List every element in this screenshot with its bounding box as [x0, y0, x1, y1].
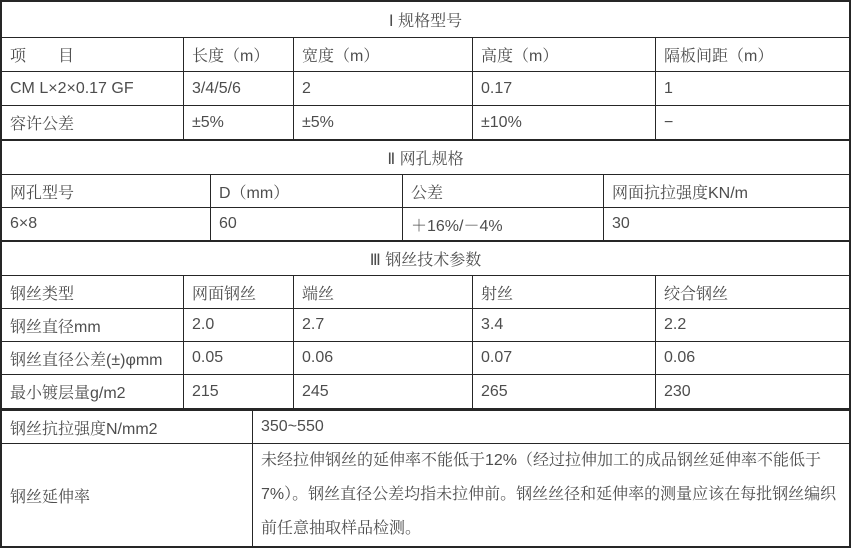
wire-diameter-tolerance-end: 0.06	[293, 341, 472, 374]
wire-header-end-wire: 端丝	[293, 275, 472, 308]
min-coating-label: 最小镀层量g/m2	[2, 374, 183, 408]
wire-header-type: 钢丝类型	[2, 275, 183, 308]
min-coating-end: 245	[293, 374, 472, 408]
section-mesh	[2, 141, 849, 242]
spec-model-cell: CM L×2×0.17 GF	[2, 71, 183, 105]
tolerance-height: ±10%	[472, 105, 655, 139]
wire-diameter-twisted: 2.2	[655, 308, 849, 341]
wire-elongation-note: 未经拉伸钢丝的延伸率不能低于12%（经过拉伸加工的成品钢丝延伸率不能低于7%）。钢丝直径公差均指未拉伸前。钢丝丝径和延伸率的测量应该在每批钢丝编织前任意抽取样品检测。	[252, 443, 849, 546]
min-coating-edge: 265	[472, 374, 655, 408]
section-spec-title: Ⅰ 规格型号	[388, 13, 463, 30]
wire-diameter-tolerance-label: 钢丝直径公差(±)φmm	[2, 341, 183, 374]
min-coating-twisted: 230	[655, 374, 849, 408]
spec-header-item: 项 目	[2, 37, 183, 71]
mesh-model-value: 6×8	[2, 207, 210, 240]
mesh-header-tensile-strength: 网面抗拉强度KN/m	[603, 174, 849, 207]
mesh-d-value: 60	[210, 207, 402, 240]
wire-diameter-tolerance-mesh: 0.05	[183, 341, 293, 374]
spec-height-value: 0.17	[472, 71, 655, 105]
mesh-header-model: 网孔型号	[2, 174, 210, 207]
wire-diameter-tolerance-twisted: 0.06	[655, 341, 849, 374]
wire-header-mesh-wire: 网面钢丝	[183, 275, 293, 308]
tolerance-length: ±5%	[183, 105, 293, 139]
wire-tensile-strength-label: 钢丝抗拉强度N/mm2	[2, 410, 252, 443]
wire-diameter-end: 2.7	[293, 308, 472, 341]
spec-header-height: 高度（m）	[472, 37, 655, 71]
section-spec	[2, 2, 849, 141]
wire-header-twisted-wire: 绞合钢丝	[655, 275, 849, 308]
wire-elongation-label: 钢丝延伸率	[2, 443, 252, 546]
spec-spacing-value: 1	[655, 71, 849, 105]
spec-width-value: 2	[293, 71, 472, 105]
wire-diameter-tolerance-edge: 0.07	[472, 341, 655, 374]
min-coating-mesh: 215	[183, 374, 293, 408]
wire-tensile-strength-value: 350~550	[252, 410, 849, 443]
spec-length-value: 3/4/5/6	[183, 71, 293, 105]
tolerance-label: 容许公差	[2, 105, 183, 139]
section-mesh-title: Ⅱ 网孔规格	[387, 151, 464, 168]
spec-header-width: 宽度（m）	[293, 37, 472, 71]
spec-header-diaphragm-spacing: 隔板间距（m）	[655, 37, 849, 71]
section-strength	[2, 410, 849, 546]
tolerance-width: ±5%	[293, 105, 472, 139]
section-wire-title: Ⅲ 钢丝技术参数	[369, 252, 482, 269]
wire-diameter-mesh: 2.0	[183, 308, 293, 341]
tolerance-spacing: −	[655, 105, 849, 139]
section-wire	[2, 242, 849, 410]
mesh-header-tolerance: 公差	[402, 174, 603, 207]
mesh-header-d: D（mm）	[210, 174, 402, 207]
spec-header-length: 长度（m）	[183, 37, 293, 71]
mesh-tolerance-value: ＋16%/－4%	[402, 207, 603, 240]
mesh-tensile-strength-value: 30	[603, 207, 849, 240]
wire-header-edge-wire: 射丝	[472, 275, 655, 308]
wire-diameter-edge: 3.4	[472, 308, 655, 341]
wire-diameter-label: 钢丝直径mm	[2, 308, 183, 341]
